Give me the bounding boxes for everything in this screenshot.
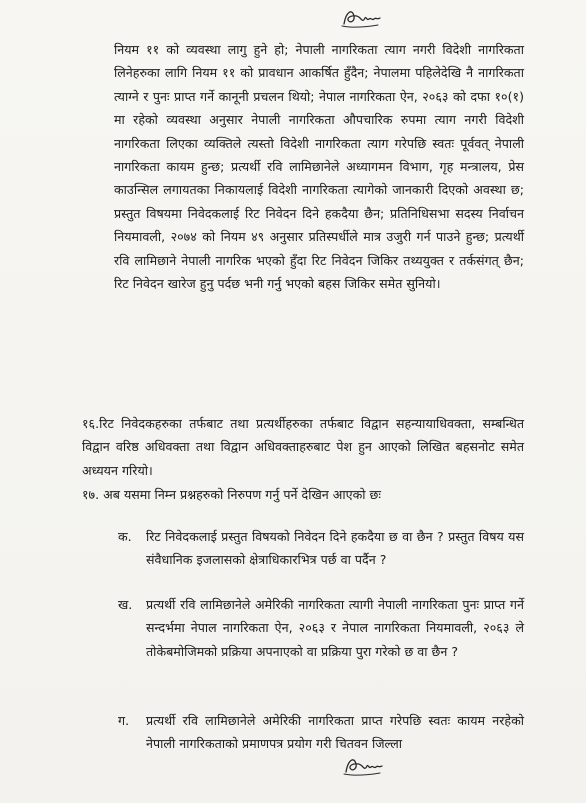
question-ga: [118, 709, 524, 756]
continuation-paragraph: नियम ११ को व्यवस्था लागु हुने हो; नेपाली नागरिकता त्याग नगरी विदेशी नागरिकता लिनेहरुका लागि नियम ११ को प्रावधान आकर्षित हुँदैन; नेपालमा पहिलेदेखि नै नागरिकता त्याग्ने र पुनः प्राप्त गर्ने कानूनी प्रचलन थियो; नेपाल नागरिकता ऐन, २०६३ को दफा १०(१) मा रहेको व्यवस्था अनुसार नेपाली नागरिकता औपचारिक रुपमा त्याग नगरी विदेशी नागरिकता लिएका व्यक्तिले त्यस्तो विदेशी नागरिकता त्याग गरेपछि स्वतः पूर्ववत् नेपाली नागरिकता कायम हुन्छ; प्रत्यर्थी रवि लामिछानेले अध्यागमन विभाग, गृह मन्त्रालय, प्रेस काउन्सिल लगायतका निकायलाई विदेशी नागरिकता त्यागेको जानकारी दिएको अवस्था छ; प्रस्तुत विषयमा निवेदकलाई रिट निवेदन दिने हकदैया छैन; प्रतिनिधिसभा सदस्य निर्वाचन नियमावली, २०७४ को नियम ४९ अनुसार प्रतिस्पर्धीले मात्र उजुरी गर्न पाउने हुन्छ; प्रत्यर्थी रवि लामिछाने नेपाली नागरिक भएको हुँदा रिट निवेदन जिकिर तथ्ययुक्त र तर्कसंगत् छैन; रिट निवेदन खारेज हुनु पर्दछ भनी गर्नु भएको बहस जिकिर समेत सुनियो।: [114, 42, 524, 292]
paragraph-text: अब यसमा निम्न प्रश्नहरुको निरुपण गर्नु पर्ने देखिन आएको छः: [103, 487, 381, 502]
paragraph-number: १७.: [82, 487, 100, 502]
question-label: क.: [118, 529, 132, 544]
paragraph-text: रिट निवेदकहरुका तर्फबाट तथा प्रत्यर्थीहरुका तर्फबाट विद्वान सहन्यायाधिवक्ता, सम्बन्धित विद्वान वरिष्ठ अधिवक्ता तथा विद्वान अधिवक्ताहरुबाट पेश हुन आएको लिखित बहसनोट समेत अध्ययन गरियो।: [82, 416, 524, 478]
paragraph-17: [82, 483, 524, 506]
question-ka: [118, 525, 524, 572]
signature-top-icon: [336, 4, 384, 34]
question-text: रिट निवेदकलाई प्रस्तुत विषयको निवेदन दिने हकदैया छ वा छैन ? प्रस्तुत विषय यस संवैधानिक इजलासको क्षेत्राधिकारभित्र पर्छ वा पर्दैन ?: [146, 529, 524, 568]
question-label: ख.: [118, 597, 133, 612]
question-label: ग.: [118, 713, 130, 728]
paragraph-number: १६.: [82, 416, 100, 431]
question-kha: [118, 593, 524, 663]
question-text: प्रत्यर्थी रवि लामिछानेले अमेरिकी नागरिकता प्राप्त गरेपछि स्वतः कायम नरहेको नेपाली नागरिकताको प्रमाणपत्र प्रयोग गरी चितवन जिल्ला: [146, 713, 524, 752]
paragraph-16: [82, 412, 524, 482]
signature-bottom-icon: [338, 752, 386, 782]
question-text: प्रत्यर्थी रवि लामिछानेले अमेरिकी नागरिकता त्यागी नेपाली नागरिकता पुनः प्राप्त गर्ने सन्दर्भमा नेपाल नागरिकता ऐन, २०६३ र नेपाल नागरिकता नियमावली, २०६३ ले तोकेबमोजिमको प्रक्रिया अपनाएको वा प्रक्रिया पुरा गरेको छ वा छैन ?: [146, 597, 524, 659]
